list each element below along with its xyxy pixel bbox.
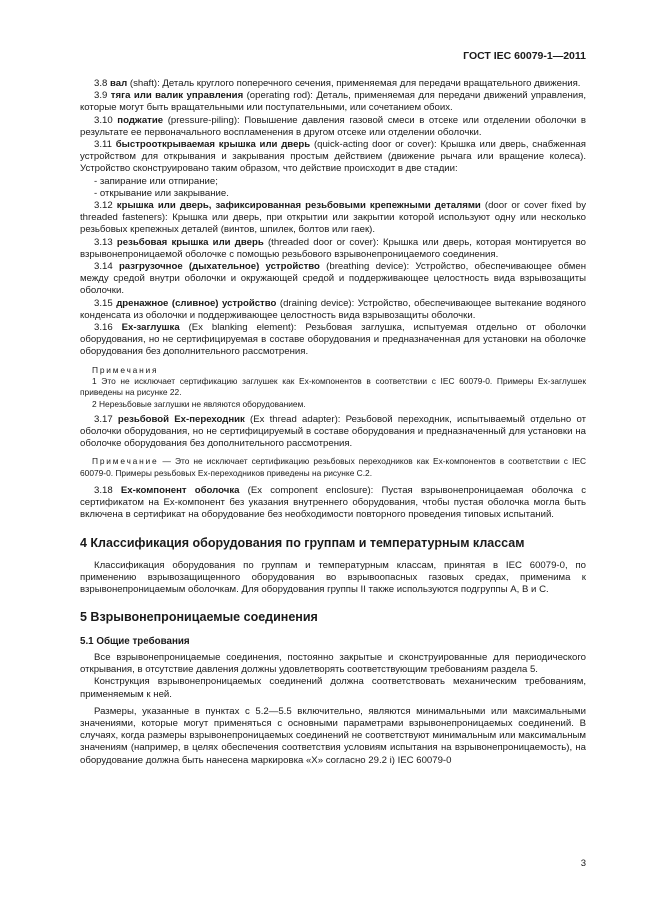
clause-text: (Ex blanking element): Резьбовая заглушка, испытуемая отдельно от оболочки оборудования, но не сертифицируемая в составе оборудования и предназначенная для установки на оболочке оборудования без дополнительного рассмотрения. [80,322,586,358]
section-4-text: Классификация оборудования по группам и температурным классам, принятая в IEC 60079-0, по применению взрывозащищенного оборудования во взрывоопасных газовых средах, применима к взрывонепроницаемым оболочкам. Для оборудования группы II также используются подгруппы А, В и С. [80,559,586,596]
clause-term: вал [110,78,128,89]
clause-text: (Ex component enclosure): Пустая взрывонепроницаемая оболочка с сертификатом на Ex-компонент без указания внутреннего оборудования, чтобы пустая оболочка могла быть включена в сертификат на оборудование без необходимости повторного проведения типовых испытаний. [80,485,586,521]
clause-term: разгрузочное (дыхательное) устройство [118,261,320,273]
clause-3-13 [80,237,586,261]
section-5-heading: 5 Взрывонепроницаемые соединения [80,610,318,625]
clause-text: (threaded door or cover): Крышка или дверь, которая монтируется во взрывонепроницаемой оболочке с помощью резьбового взрывонепроницаемого соединения. [80,236,586,260]
list-item: - запирание или отпирание; [94,175,218,187]
clause-number: 3.13 [94,236,113,248]
document-body [80,78,586,767]
clause-term: Ex-компонент оболочка [120,485,240,497]
clause-text: (draining device): Устройство, обеспечивающее вытекание водяного конденсата из оболочки и поддерживающее целостность вида взрывозащиты оболочки. [80,297,587,321]
clause-number: 3.18 [94,485,113,497]
clause-text: (breathing device): Устройство, обеспечивающее обмен между средой внутри оболочки и окружающей средой и поддерживающее целостность вида взрывозащиты оболочки. [80,261,586,297]
clause-text: (quick-acting door or cover): Крышка или дверь, снабженная устройством для открывания и закрывания простым действием (движение рычага или вращение колеса). Устройство сконструировано таким образом, что действие происходит в две стадии: [80,139,586,175]
section-4-heading: 4 Классификация оборудования по группам и температурным классам [80,535,525,550]
note-2: 2 Нерезьбовые заглушки не являются оборудованием. [92,398,306,409]
clause-text: (operating rod): Деталь, применяемая для передачи движений управления, которые могут быть вращательными или поступательными, или сочетанием обоих. [80,90,587,114]
clause-3-12 [80,200,586,237]
clause-3-14 [80,261,586,298]
section-5-1-paragraph-2: Конструкция взрывонепроницаемых соединений должна соответствовать механическим требованиям, применяемым к ней. [80,676,586,700]
clause-number: 3.16 [94,322,113,334]
clause-3-11 [80,139,586,176]
clause-3-10 [80,115,586,139]
note-label: Примечание [92,456,159,467]
clause-number: 3.15 [94,297,113,309]
clause-3-9 [80,90,586,114]
clause-text: (shaft): Деталь круглого поперечного сечения, применяемая для передачи вращательного движения. [127,78,581,89]
clause-3-15 [80,298,586,322]
clause-text: (Ex thread adapter): Резьбовой переходник, испытываемый отдельно от оболочки оборудования, но не сертифицируемый в составе оборудования и предназначенный для установки на оболочке оборудования без дополнительного рассмотрения. [80,413,586,450]
clause-3-18 [80,485,586,522]
clause-term: Ex-заглушка [121,322,180,334]
section-5-1-paragraph-1: Все взрывонепроницаемые соединения, постоянно закрытые и сконструированные для периодического открывания, в отсутствие давления должны удовлетворять соответствующим требованиям раздела 5. [80,651,586,676]
clause-number: 3.10 [94,114,113,126]
clause-term: дренажное (сливное) устройство [116,297,277,309]
clause-term: тяга или валик управления [110,90,244,102]
clause-number: 3.14 [94,261,113,273]
page-number: 3 [580,858,586,869]
note-3-17 [80,456,586,479]
clause-term: быстрооткрываемая крышка или дверь [115,139,311,151]
clause-3-17 [80,414,586,451]
clause-3-8 [80,78,586,90]
clause-3-16 [80,322,586,359]
note-1: 1 Это не исключает сертификацию заглушек как Ex-компонентов в соответствии с IEC 60079-0. Примеры Ex-заглушек приведены на рисунке 22. [80,375,586,398]
clause-term: крышка или дверь, зафиксированная резьбовыми крепежными деталями [116,200,481,212]
clause-number: 3.8 [94,78,108,89]
notes-heading: Примечания [92,364,159,375]
clause-text: (door or cover fixed by threaded fasteners): Крышка или дверь, при открытии или закрытии которой используют одну или несколько резьбовых крепежных деталей (винтов, шпилек, болтов или гаек). [80,200,587,236]
document-id-header: ГОСТ IEC 60079-1—2011 [463,50,586,62]
clause-term: резьбовая крышка или дверь [116,236,264,248]
section-5-1-paragraph-3: Размеры, указанные в пунктах с 5.2—5.5 включительно, являются минимальными или максимальными значениями, которые могут применяться с основными параметрами взрывонепроницаемых соединений. В случаях, когда размеры взрывонепроницаемых соединений не соответствуют минимальным или максимальным значениям (например, в целях обеспечения соответствия условиям испытания на взрывонепроницаемость), на оборудование должна быть нанесена маркировка «Х» согласно 29.2 i) IEC 60079-0 [80,705,586,766]
list-item: - открывание или закрывание. [94,187,229,199]
clause-term: поджатие [117,114,164,126]
notes-block [80,365,586,410]
subsection-5-1-heading: 5.1 Общие требования [80,635,190,647]
clause-term: резьбовой Ex-переходник [117,413,245,425]
clause-number: 3.11 [94,139,112,151]
note-text: — Это не исключает сертификацию резьбовых переходников как Ex-компонентов в соответствии с IEC 60079-0. Примеры резьбовых Ex-переходников приведены на рисунке С.2. [80,456,586,478]
clause-number: 3.9 [94,90,108,102]
clause-number: 3.17 [94,413,113,425]
clause-number: 3.12 [94,200,113,212]
clause-text: (pressure-piling): Повышение давления газовой смеси в отсеке или отделении оболочки в результате ее первоначального воспламенения в другом отсеке или отделении оболочки. [80,114,586,138]
